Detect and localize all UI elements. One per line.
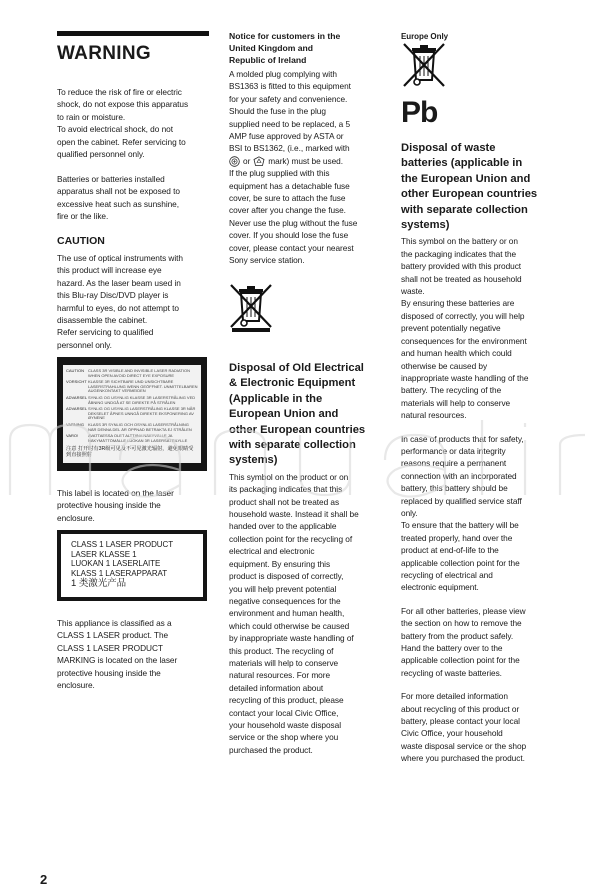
battery-title: Disposal of waste <box>401 142 496 154</box>
text-line: collection point for the recycling of <box>229 533 353 544</box>
text-line: hazard. As the laser beam used in <box>57 277 181 288</box>
text-line: enclosure. <box>57 512 95 523</box>
label-location-text <box>57 487 209 524</box>
text-line: product shall not be treated as <box>229 496 340 507</box>
laser-caution-label-inner <box>63 365 201 463</box>
text-line: recycling of waste batteries. <box>401 667 502 678</box>
text-line: product is disposed of correctly, <box>229 571 344 582</box>
text-line: Should the fuse in the plug <box>229 106 326 117</box>
text-line: recycling of this product, please <box>229 695 344 706</box>
text-line: only. <box>401 507 418 518</box>
caution-section <box>57 235 209 351</box>
text-line: cover, be sure to attach the fuse <box>229 193 346 204</box>
battery-disposal-section <box>401 141 549 765</box>
class1-laser-label <box>57 530 207 601</box>
label-value: SYNLIG OG USYNLIG KLASSE 3R LASERSTRÅLING VED ÅBNING UNDGÅ AT SE DIREKTE PÅ STRÅLEN <box>88 394 196 405</box>
text-line: Refer servicing to qualified <box>57 327 154 338</box>
disposal-title: systems) <box>229 454 278 467</box>
label-value: SYNLIG OG USYNLIG LASERSTRÅLING KLASSE 3R NÅR DEKSELET ÅPNES UNNGÅ DIREKTE EKSPONERING AV ØYNENE <box>88 406 196 421</box>
label-line <box>66 407 198 421</box>
text-line: battery. The recycling of the <box>401 385 502 396</box>
text-line: CLASS 1 LASER PRODUCT <box>57 642 163 653</box>
bsi-kitemark-icon <box>253 156 265 167</box>
text-line: equipment has a detachable fuse <box>229 180 350 191</box>
text-line: battery, this battery should be <box>401 483 508 494</box>
appliance-text <box>57 617 209 691</box>
europe-only-text: Europe Only <box>401 32 449 41</box>
text-line: fire or the like. <box>57 211 109 222</box>
text-line: enclosure. <box>57 680 95 691</box>
text-line: cover. If you should lose the fuse <box>229 230 349 241</box>
text-line: service or the shop where you <box>229 732 339 743</box>
text-line: LUOKAN 1 LASERLAITE <box>71 559 161 569</box>
text-line: cover after you change the fuse. <box>229 205 346 216</box>
text-line: To ensure that the battery will be <box>401 520 519 531</box>
warning-title: WARNING <box>57 43 151 64</box>
text-line: the section on how to remove the <box>401 618 522 629</box>
text-line: protective housing inside the <box>57 667 161 678</box>
label-line <box>66 396 198 405</box>
label-value: KLASSE 3R SICHTBARE UND UNSICHTBARE LASERSTRAHLUNG WENN GEÖFFNET. UNMITTELBAREN AUGENKONTAKT VERMEIDEN <box>88 379 198 394</box>
text-line: KLASS 1 LASERAPPARAT <box>71 568 168 578</box>
warning-text <box>57 86 209 160</box>
text-line: detailed information about <box>229 682 324 693</box>
text-line: shock, do not expose this apparatus <box>57 99 189 110</box>
text-line: reasons require a permanent <box>401 458 507 469</box>
text-line: AMP fuse approved by ASTA or <box>229 131 344 142</box>
battery-title: batteries (applicable in <box>401 157 523 170</box>
caution-title: CAUTION <box>57 235 105 247</box>
label-value: AVATTAESSA OLET ALTTIINA NÄKYVÄLLE JA NÄKYMÄTTÖMÄLLE LUOKAN 3R LASERSÄTEILYLLE <box>88 433 188 443</box>
text-line: applicable collection point for the <box>401 557 520 568</box>
text-line: Sony service station. <box>229 255 305 266</box>
disposal-title: Disposal of Old Electrical <box>229 362 364 374</box>
disposal-title: (Applicable in the <box>229 392 323 405</box>
battery-heat-text <box>57 173 209 223</box>
notice-section <box>229 30 377 267</box>
text-line: For more detailed information <box>401 691 508 702</box>
text-line: To reduce the risk of fire or electric <box>57 87 182 97</box>
label-key: ADVARSEL <box>66 394 88 400</box>
laser-caution-label <box>57 357 207 471</box>
text-line: By ensuring these batteries are <box>401 298 515 309</box>
text-line: qualified personnel only. <box>57 149 145 160</box>
text-line: 1 类激光产品 <box>71 578 127 590</box>
text-line: materials will help to conserve <box>229 657 339 668</box>
label-line <box>66 380 198 394</box>
text-line: disassemble the cabinet. <box>57 315 148 326</box>
text-line: environment and human health, <box>229 608 345 619</box>
text-line: this Blu-ray Disc/DVD player is <box>57 290 169 301</box>
battery-title: other European countries <box>401 188 538 201</box>
text-line: materials will help to conserve <box>401 397 511 408</box>
text-line: battery from the product safely. <box>401 630 514 641</box>
label-value: KLASS 3R SYNLIG OCH OSYNLIG LASERSTRÅLNING NÄR DENNA DEL ÄR ÖPPNAD BETRAKTA EJ STRÅLEN <box>88 421 192 432</box>
label-line <box>66 434 198 443</box>
text-line: electrical and electronic <box>229 546 315 557</box>
battery-title: with separate collection <box>401 203 528 216</box>
text-line: This appliance is classified as a <box>57 618 172 628</box>
pb-mark <box>401 96 549 130</box>
text-line: MARKING is located on the laser <box>57 655 178 666</box>
text-line: inappropriate waste handling of the <box>401 372 529 383</box>
text-line: excessive heat such as sunshine, <box>57 198 180 209</box>
mark-line <box>229 155 377 167</box>
battery-crossed-bin-icon <box>401 42 449 98</box>
label-key: CAUTION <box>66 368 84 373</box>
text-line: otherwise be caused by <box>401 360 488 371</box>
crossed-bin-icon <box>229 283 275 333</box>
text-line: which could otherwise be caused <box>229 620 350 631</box>
text-line: A molded plug complying with <box>229 69 337 79</box>
text-line: where you purchased the product. <box>401 753 525 764</box>
notice-title: United Kingdom and <box>229 43 314 53</box>
text-line: applicable collection point for the <box>401 655 520 666</box>
label-value: CLASS 3R VISIBLE AND INVISIBLE LASER RADIATION WHEN OPEN AVOID DIRECT EYE EXPOSURE <box>88 368 190 378</box>
text-line: To avoid electrical shock, do not <box>57 124 173 135</box>
label-line <box>66 369 198 378</box>
battery-title: the European Union and <box>401 172 531 185</box>
text-line: by inappropriate waste handling of <box>229 633 354 644</box>
notice-title: Republic of Ireland <box>229 55 307 65</box>
text-line: Hand the battery over to the <box>401 643 503 654</box>
text-line: contact your local Civic Office, <box>229 707 339 718</box>
title-rule <box>57 31 209 36</box>
text-line: consequences for the environment <box>401 335 527 346</box>
mark-text: mark) must be used. <box>268 155 343 166</box>
disposal-title: other European countries <box>229 423 366 436</box>
disposal-title: European Union and <box>229 408 339 421</box>
disposal-title: & Electronic Equipment <box>229 377 356 390</box>
text-line: CLASS 1 LASER product. The <box>57 630 169 641</box>
text-line: This symbol on the product or on <box>229 471 349 482</box>
text-line: about recycling of this product or <box>401 703 520 714</box>
text-line: personnel only. <box>57 339 112 350</box>
text-line: for your safety and convenience. <box>229 93 348 104</box>
disposal-section <box>229 361 377 756</box>
text-line: The use of optical instruments with <box>57 253 183 263</box>
text-line: If the plug supplied with this <box>229 168 330 179</box>
text-line: this product will increase eye <box>57 265 162 276</box>
text-line: supplied need to be replaced, a 5 <box>229 118 351 129</box>
text-line: open the cabinet. Refer servicing to <box>57 136 186 147</box>
asta-mark-icon <box>229 156 240 167</box>
text-line: disposed of correctly, you will help <box>401 310 525 321</box>
text-line: equipment. By ensuring this <box>229 558 331 569</box>
text-line: CLASS 1 LASER PRODUCT <box>71 540 174 549</box>
text-line: handed over to the applicable <box>229 521 337 532</box>
text-line: recycling of electrical and <box>401 570 493 580</box>
text-line: the packaging indicates that the <box>401 248 517 259</box>
text-line: In case of products that for safety, <box>401 433 524 444</box>
text-line: Never use the plug without the fuse <box>229 217 358 228</box>
notice-title: Notice for customers in the <box>229 31 341 41</box>
text-line: LASER KLASSE 1 <box>71 549 137 559</box>
text-line: you will help prevent potential <box>229 583 337 594</box>
label-key: ADVARSEL <box>66 406 88 412</box>
pb-text: Pb <box>401 96 438 129</box>
text-line: performance or data integrity <box>401 445 506 456</box>
disposal-title: with separate collection <box>229 439 356 452</box>
text-line: BS1363 is fitted to this equipment <box>229 81 351 92</box>
text-line: This label is located on the laser <box>57 488 174 498</box>
text-line: to rain or moisture. <box>57 111 126 122</box>
text-line: battery provided with this product <box>401 261 522 272</box>
text-line: product at end-of-life to the <box>401 545 499 556</box>
text-line: This symbol on the battery or on <box>401 236 518 247</box>
text-line: negative consequences for the <box>229 595 341 606</box>
text-line: harmful to eyes, do not attempt to <box>57 302 179 313</box>
text-line: natural resources. <box>401 410 467 421</box>
text-line: electronic equipment. <box>401 582 479 593</box>
text-line: Civic Office, your household <box>401 728 503 739</box>
text-line: apparatus shall not be exposed to <box>57 186 180 197</box>
text-line: Batteries or batteries installed <box>57 174 165 184</box>
text-line: BSI to BS1362, (i.e., marked with <box>229 143 350 154</box>
label-key: VARNING <box>66 421 84 427</box>
text-line: waste disposal service or the shop <box>401 740 527 751</box>
text-line: its packaging indicates that this <box>229 484 343 495</box>
label-line <box>66 423 198 432</box>
text-line: and human health which could <box>401 348 512 359</box>
text-line: this product. The recycling of <box>229 645 334 656</box>
text-line: household waste. Instead it shall be <box>229 509 359 520</box>
label-key: VORSICHT <box>66 379 87 385</box>
text-line: prevent potentially negative <box>401 323 501 334</box>
text-line: purchased the product. <box>229 744 313 755</box>
text-line: replaced by qualified service staff <box>401 495 522 506</box>
text-line: protective housing inside the <box>57 500 161 511</box>
or-text: or <box>243 155 251 166</box>
text-line: For all other batteries, please view <box>401 605 526 616</box>
text-line: waste. <box>401 286 425 297</box>
text-line: your household waste disposal <box>229 719 342 730</box>
label-key: VARO! <box>66 433 79 439</box>
text-line: cover, please contact your nearest <box>229 242 354 253</box>
label-cn-line: 注意 打开时有3R级可见及不可见激光辐射，避免眼睛受到直接照射 <box>66 446 194 459</box>
text-line: natural resources. For more <box>229 670 331 681</box>
text-line: battery, please contact your local <box>401 716 520 727</box>
text-line: shall not be treated as household <box>401 273 522 284</box>
text-line: treated properly, hand over the <box>401 532 513 543</box>
europe-only-label <box>401 32 549 42</box>
text-line: connection with an incorporated <box>401 470 517 481</box>
page-number: 2 <box>40 872 48 887</box>
battery-title: systems) <box>401 219 450 232</box>
